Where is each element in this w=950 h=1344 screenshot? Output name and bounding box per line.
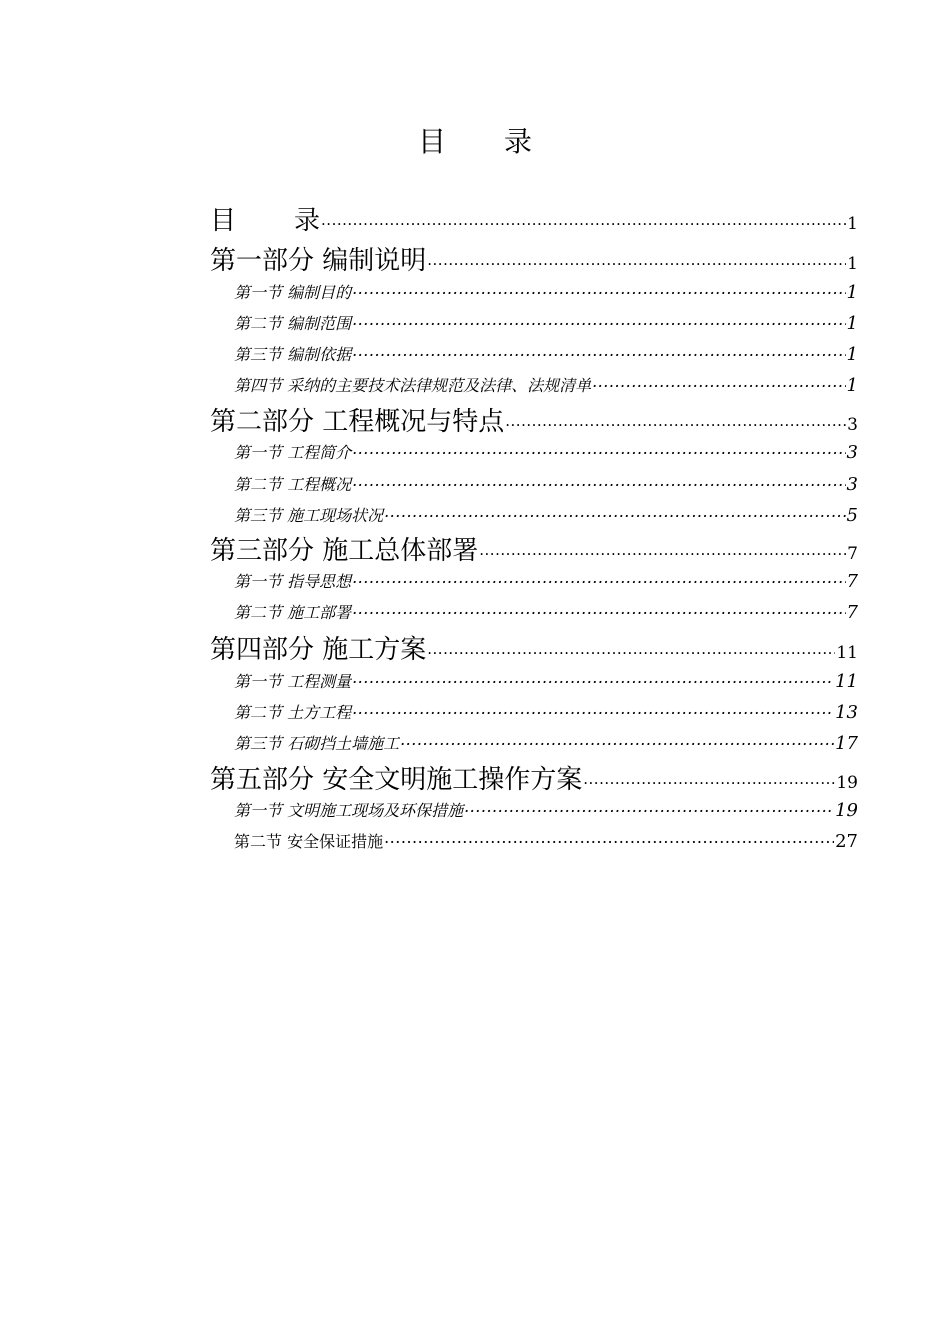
dot-leader [592, 375, 845, 391]
toc-page-number: 19 [836, 773, 858, 793]
dot-leader [352, 671, 834, 687]
dot-leader [384, 831, 834, 847]
toc-section-label: 第三节 编制依据 [234, 345, 352, 364]
dot-leader [583, 773, 835, 788]
toc-page-number: 5 [846, 505, 858, 526]
dot-leader [352, 702, 834, 718]
toc-page-number: 11 [836, 643, 858, 663]
toc-part-4[interactable] [210, 629, 858, 666]
toc-section[interactable] [234, 503, 858, 526]
toc-page-number: 3 [846, 442, 858, 463]
toc-section-label: 第一节 工程测量 [234, 672, 352, 691]
toc-page-number: 7 [847, 544, 858, 564]
toc-section-label: 第一节 文明施工现场及环保措施 [234, 801, 464, 820]
toc-section[interactable] [234, 829, 858, 852]
toc-page-number: 1 [846, 282, 858, 303]
dot-leader [352, 571, 845, 587]
toc-entry-label: 目 录 [210, 206, 321, 236]
toc-page-number: 1 [847, 214, 858, 234]
toc-section-label: 第三节 施工现场状况 [234, 506, 384, 525]
toc-page-number: 3 [847, 415, 858, 435]
toc-section[interactable] [234, 342, 858, 365]
toc-part-label: 第四部分 施工方案 [210, 635, 427, 665]
toc-page-number: 27 [835, 831, 858, 852]
toc-section[interactable] [234, 472, 858, 495]
toc-page-number: 3 [846, 474, 858, 495]
toc-part-label: 第五部分 安全文明施工操作方案 [210, 765, 583, 795]
dot-leader [464, 800, 834, 816]
toc-section-label: 第四节 采纳的主要技术法律规范及法律、法规清单 [234, 376, 592, 395]
toc-section[interactable] [234, 731, 858, 754]
dot-leader [427, 254, 846, 269]
toc-section[interactable] [234, 569, 858, 592]
toc-section-label: 第二节 安全保证措施 [234, 832, 384, 851]
dot-leader [505, 415, 846, 430]
toc-section-label: 第二节 施工部署 [234, 603, 352, 622]
dot-leader [427, 643, 835, 658]
toc-section-label: 第二节 工程概况 [234, 475, 352, 494]
toc-page-number: 13 [835, 702, 858, 723]
toc-page-number: 1 [846, 375, 858, 396]
toc-section-label: 第二节 土方工程 [234, 703, 352, 722]
toc-section-label: 第一节 编制目的 [234, 283, 352, 302]
toc-section[interactable] [234, 280, 858, 303]
toc-section-label: 第三节 石砌挡土墙施工 [234, 734, 400, 753]
toc-part-2[interactable] [210, 401, 858, 438]
dot-leader [400, 733, 834, 749]
toc-section-label: 第一节 指导思想 [234, 572, 352, 591]
dot-leader [352, 442, 845, 458]
toc-part-label: 第三部分 施工总体部署 [210, 536, 479, 566]
toc-section[interactable] [234, 700, 858, 723]
toc-page-number: 17 [835, 733, 858, 754]
toc-page-number: 7 [846, 571, 858, 592]
dot-leader [384, 505, 845, 521]
title-char-1: 目 [417, 125, 446, 158]
dot-leader [352, 602, 845, 618]
page-title [0, 122, 950, 162]
toc-page-number: 7 [846, 602, 858, 623]
dot-leader [321, 214, 846, 229]
toc-page-number: 1 [846, 344, 858, 365]
dot-leader [352, 313, 845, 329]
dot-leader [479, 544, 846, 559]
title-char-2: 录 [504, 125, 533, 158]
toc-part-5[interactable] [210, 759, 858, 796]
toc-section[interactable] [234, 669, 858, 692]
toc-part-label: 第二部分 工程概况与特点 [210, 407, 505, 437]
toc-section[interactable] [234, 600, 858, 623]
toc-section[interactable] [234, 440, 858, 463]
dot-leader [352, 344, 845, 360]
toc-section[interactable] [234, 798, 858, 821]
toc-part-label: 第一部分 编制说明 [210, 246, 427, 276]
toc-section[interactable] [234, 311, 858, 334]
toc-part-3[interactable] [210, 530, 858, 567]
toc-part-1[interactable] [210, 240, 858, 277]
toc-page-number: 19 [835, 800, 858, 821]
toc-page-number: 1 [847, 254, 858, 274]
dot-leader [352, 282, 845, 298]
toc-page-number: 1 [846, 313, 858, 334]
toc-page-number: 11 [835, 671, 858, 692]
toc-entry-contents[interactable] [210, 200, 858, 237]
dot-leader [352, 474, 845, 490]
toc-section-label: 第一节 工程简介 [234, 443, 352, 462]
toc-section[interactable] [234, 373, 858, 396]
toc-section-label: 第二节 编制范围 [234, 314, 352, 333]
